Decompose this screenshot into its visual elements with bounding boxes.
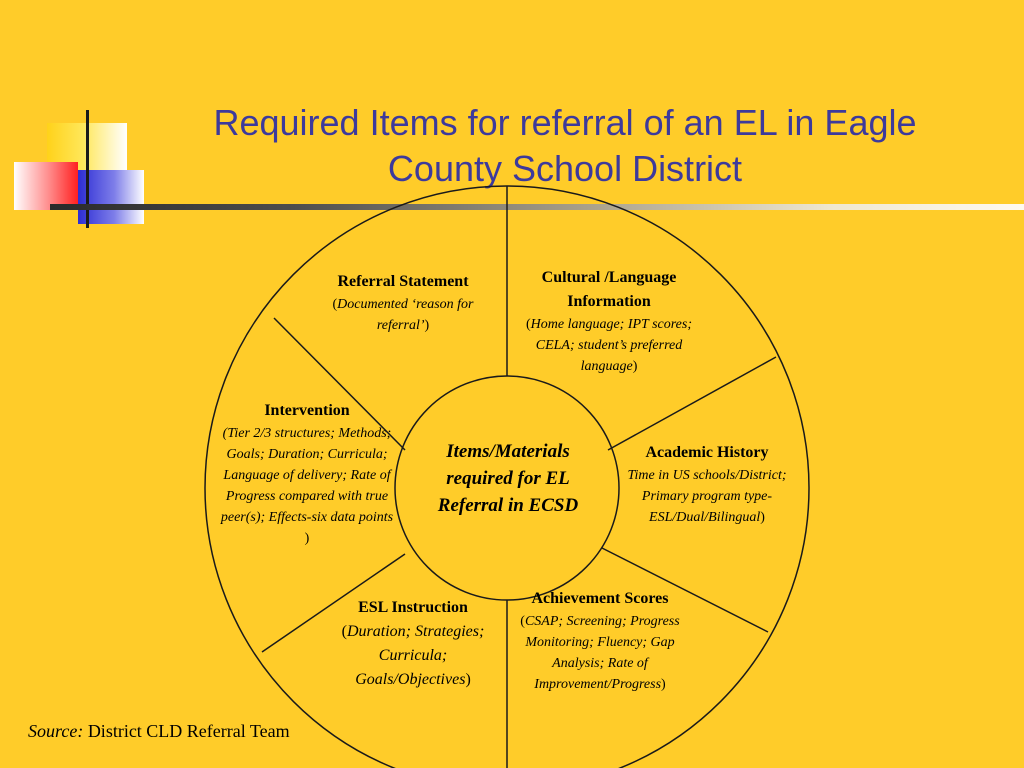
open-paren: ( xyxy=(332,297,338,312)
close-paren: ) xyxy=(632,359,638,374)
segment-detail: Home language; IPT scores; CELA; student’s preferred language xyxy=(530,317,693,374)
segment-heading: Intervention xyxy=(264,402,350,419)
segment-detail: Time in US schools/District; Primary program type-ESL/Dual/Bilingual xyxy=(627,468,787,525)
segment-esl-instruction xyxy=(330,596,496,692)
segment-detail: Duration; Strategies; Curricula; Goals/Objectives xyxy=(347,623,485,688)
segment-achievement-scores xyxy=(514,587,686,695)
segment-referral-statement xyxy=(318,270,488,336)
segment-detail: (Tier 2/3 structures; Methods; Goals; Duration; Curricula; Language of delivery; Rate of Progress compared with true peer(s); Effects-six data points xyxy=(220,426,394,525)
segment-detail: Documented ‘reason for referral’ xyxy=(337,297,474,333)
open-paren: ( xyxy=(520,614,525,629)
segment-heading: ESL Instruction xyxy=(358,599,468,616)
open-paren: ( xyxy=(341,623,347,640)
segment-detail: CSAP; Screening; Progress Monitoring; Fluency; Gap Analysis; Rate of Improvement/Progress xyxy=(524,614,680,692)
close-paren: ) xyxy=(760,510,765,525)
slide-title: Required Items for referral of an EL in Eagle County School District xyxy=(213,102,917,189)
segment-heading: Academic History xyxy=(645,444,769,461)
segment-academic-history xyxy=(622,441,792,528)
segment-heading: Achievement Scores xyxy=(531,590,669,607)
close-paren: ) xyxy=(424,318,430,333)
source-text: District CLD Referral Team xyxy=(87,721,290,741)
segment-cultural-language xyxy=(515,266,703,377)
center-label: Items/Materials required for EL Referral in ECSD xyxy=(437,441,579,516)
source-label: Source: xyxy=(28,721,84,741)
close-paren: ) xyxy=(465,671,471,688)
segment-heading: Referral Statement xyxy=(337,273,469,290)
source-note xyxy=(28,721,290,742)
close-paren: ) xyxy=(304,531,310,546)
close-paren: ) xyxy=(661,677,666,692)
segment-intervention xyxy=(218,399,396,549)
open-paren: ( xyxy=(525,317,531,332)
segment-heading: Cultural /Language Information xyxy=(541,269,677,310)
